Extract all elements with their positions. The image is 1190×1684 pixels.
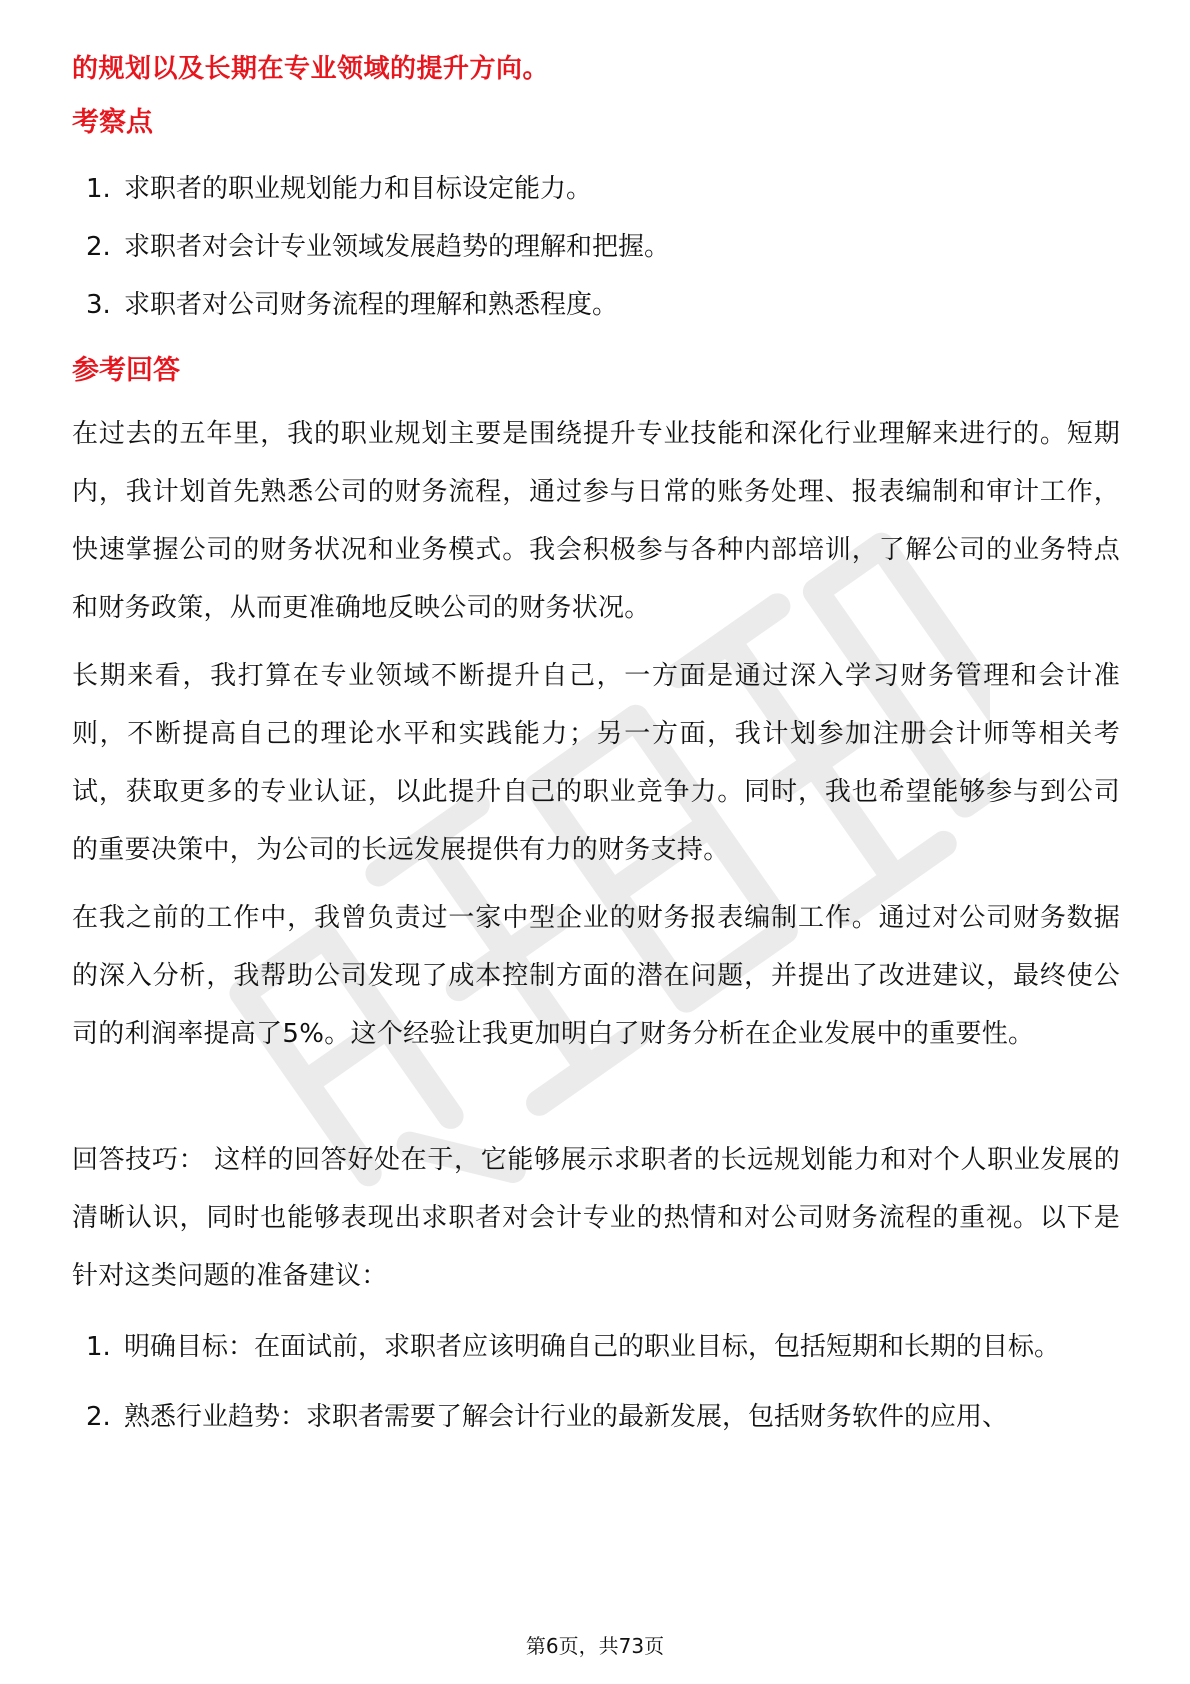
list-item bbox=[72, 160, 670, 218]
list-item-text: 求职者对公司财务流程的理解和熟悉程度。 bbox=[124, 290, 619, 320]
list-item-text: 求职者的职业规划能力和目标设定能力。 bbox=[124, 174, 593, 204]
list-item-text: 明确目标：在面试前，求职者应该明确自己的职业目标，包括短期和长期的目标。 bbox=[124, 1332, 1061, 1362]
intro-tail-text: 的规划以及长期在专业领域的提升方向。 bbox=[72, 54, 550, 84]
exam-points-heading: 考察点 bbox=[72, 107, 153, 138]
page-number: 第6页，共73页 bbox=[525, 1634, 665, 1658]
answer-paragraph-3: 在我之前的工作中，我曾负责过一家中型企业的财务报表编制工作。通过对公司财务数据的深入分析，我帮助公司发现了成本控制方面的潜在问题，并提出了改进建议，最终使公司的利润率提高了5%。这个经验让我更加明白了财务分析在企业发展中的重要性。 bbox=[72, 903, 1120, 1049]
list-item-number: 3. bbox=[86, 290, 111, 320]
list-item-number: 1. bbox=[86, 174, 111, 204]
preparation-tips-list bbox=[72, 1318, 1120, 1446]
exam-points-list bbox=[72, 160, 670, 334]
list-item bbox=[72, 1388, 1120, 1446]
answer-tips-paragraph: 回答技巧： 这样的回答好处在于，它能够展示求职者的长远规划能力和对个人职业发展的清晰认识，同时也能够表现出求职者对会计专业的热情和对公司财务流程的重视。以下是针对这类问题的准备建议： bbox=[72, 1145, 1120, 1291]
list-item-text: 熟悉行业趋势：求职者需要了解会计行业的最新发展，包括财务软件的应用、 bbox=[124, 1402, 1009, 1432]
list-item-text: 求职者对会计专业领域发展趋势的理解和把握。 bbox=[124, 232, 671, 262]
answer-paragraph-1: 在过去的五年里，我的职业规划主要是围绕提升专业技能和深化行业理解来进行的。短期内，我计划首先熟悉公司的财务流程，通过参与日常的账务处理、报表编制和审计工作，快速掌握公司的财务状况和业务模式。我会积极参与各种内部培训，了解公司的业务特点和财务政策，从而更准确地反映公司的财务状况。 bbox=[72, 419, 1120, 623]
reference-answer-heading: 参考回答 bbox=[72, 355, 180, 386]
list-item-number: 2. bbox=[86, 232, 111, 262]
list-item bbox=[72, 276, 670, 334]
list-item-number: 2. bbox=[86, 1402, 111, 1432]
answer-paragraph-2: 长期来看，我打算在专业领域不断提升自己，一方面是通过深入学习财务管理和会计准则，不断提高自己的理论水平和实践能力；另一方面，我计划参加注册会计师等相关考试，获取更多的专业认证，以此提升自己的职业竞争力。同时，我也希望能够参与到公司的重要决策中，为公司的长远发展提供有力的财务支持。 bbox=[72, 661, 1120, 865]
list-item-number: 1. bbox=[86, 1332, 111, 1362]
list-item bbox=[72, 1318, 1120, 1376]
list-item bbox=[72, 218, 670, 276]
